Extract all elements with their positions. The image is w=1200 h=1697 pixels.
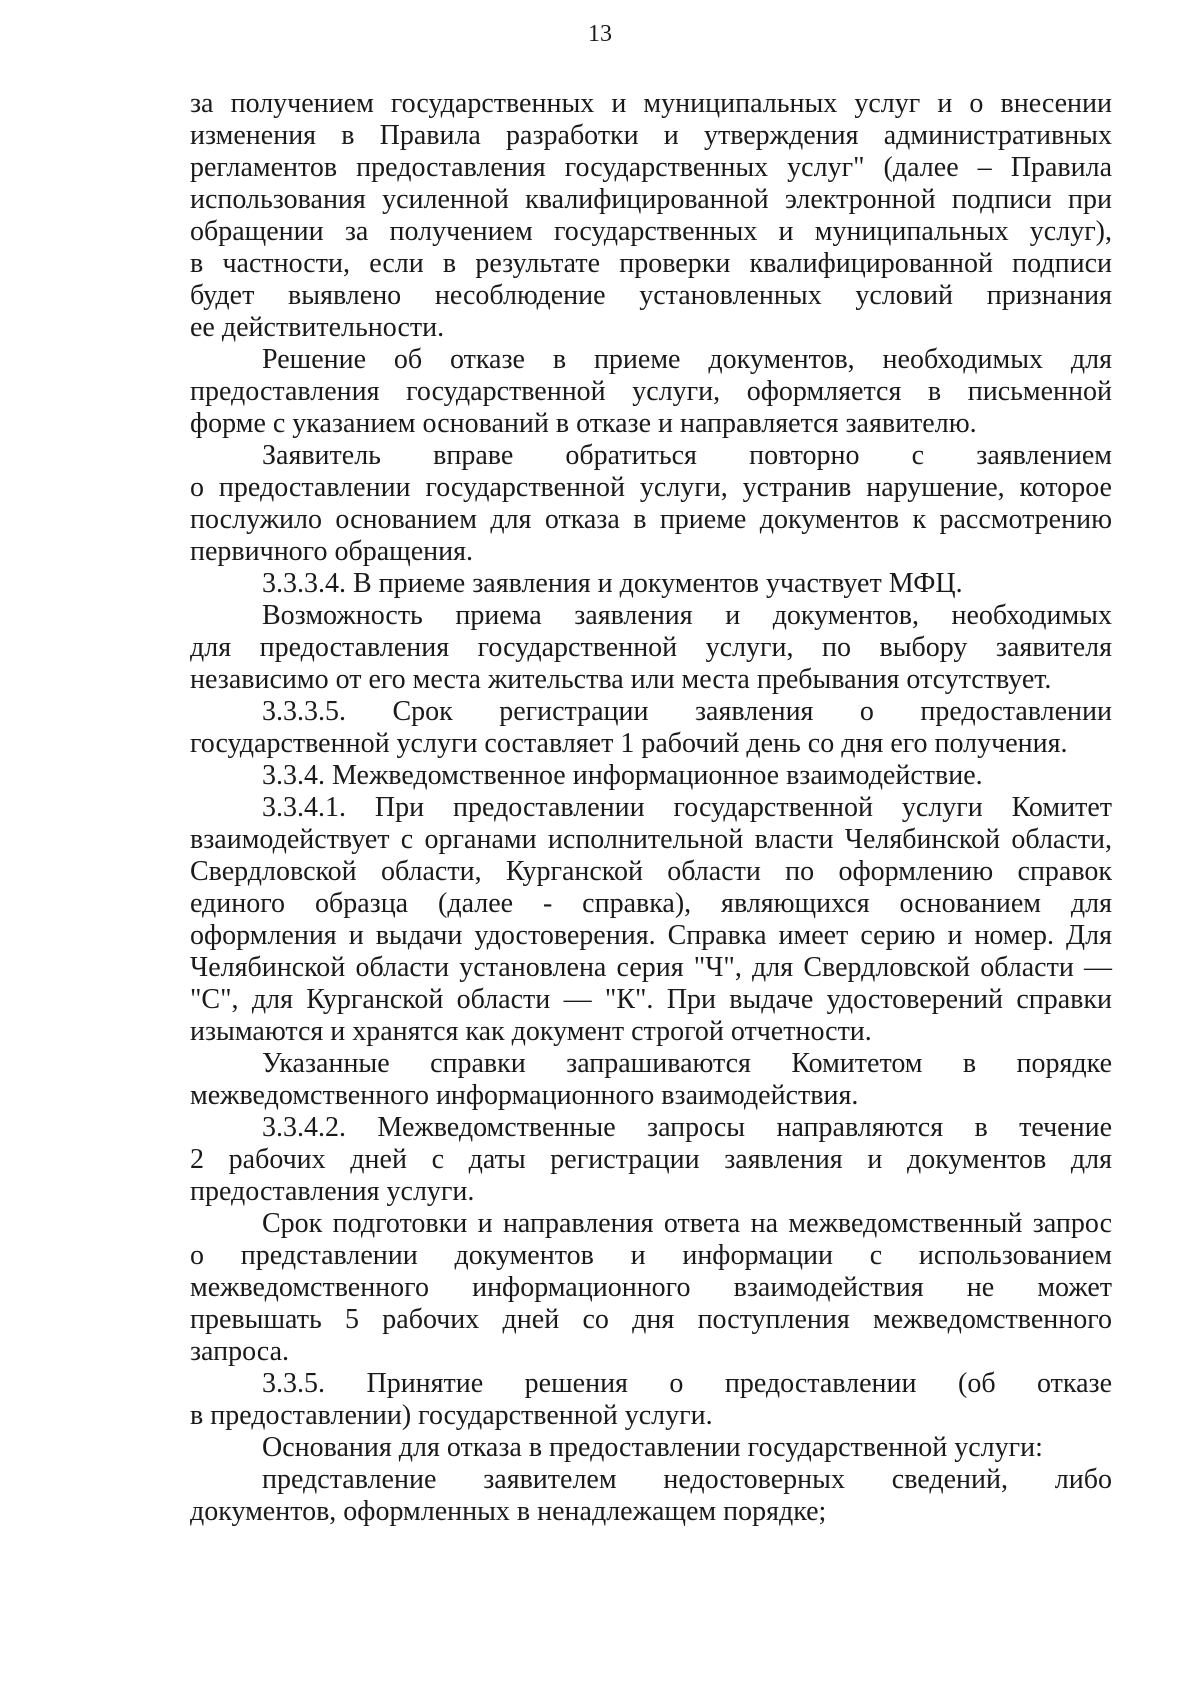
text-line: документов, оформленных в ненадлежащем порядке; (190, 1496, 827, 1527)
text-line: 3.3.4.1. При предоставлении государственной услуги Комитет (262, 792, 1112, 823)
text-line: оформления и выдачи удостоверения. Справка имеет серию и номер. Для (190, 920, 1112, 951)
text-line: 3.3.3.5. Срок регистрации заявления о предоставлении (262, 696, 1112, 727)
text-line: 3.3.3.4. В приеме заявления и документов участвует МФЦ. (262, 568, 963, 599)
text-line: предоставления услуги. (190, 1176, 475, 1207)
paragraph (190, 760, 1112, 792)
text-line: превышать 5 рабочих дней со дня поступления межведомственного (190, 1304, 1112, 1335)
text-line: запроса. (190, 1336, 289, 1367)
text-line: Челябинской области установлена серия "Ч", для Свердловской области — (190, 952, 1112, 983)
text-line: для предоставления государственной услуги, по выбору заявителя (190, 632, 1112, 663)
text-line: Срок подготовки и направления ответа на межведомственный запрос (262, 1208, 1112, 1239)
text-line: послужило основанием для отказа в приеме документов к рассмотрению (190, 504, 1112, 535)
text-line: использования усиленной квалифицированной электронной подписи при (190, 184, 1112, 215)
text-line: "С", для Курганской области — "К". При выдаче удостоверений справки (190, 984, 1112, 1015)
paragraph (190, 568, 1112, 600)
paragraph (190, 88, 1112, 344)
text-line: независимо от его места жительства или места пребывания отсутствует. (190, 664, 1052, 695)
paragraph (190, 344, 1112, 440)
text-line: в частности, если в результате проверки квалифицированной подписи (190, 248, 1112, 279)
text-line: первичного обращения. (190, 536, 473, 567)
text-line: государственной услуги составляет 1 рабочий день со дня его получения. (190, 728, 1068, 759)
paragraph (190, 792, 1112, 1048)
text-line: форме с указанием оснований в отказе и направляется заявителю. (190, 408, 977, 439)
paragraph (190, 1464, 1112, 1528)
paragraph (190, 440, 1112, 568)
page-number: 13 (588, 21, 612, 47)
text-line: 3.3.5. Принятие решения о предоставлении (об отказе (262, 1368, 1112, 1399)
paragraph (190, 696, 1112, 760)
text-line: Свердловской области, Курганской области по оформлению справок (190, 856, 1112, 887)
text-line: обращении за получением государственных и муниципальных услуг), (190, 216, 1112, 247)
text-line: изымаются и хранятся как документ строгой отчетности. (190, 1016, 872, 1047)
paragraph (190, 1112, 1112, 1208)
text-line: предоставления государственной услуги, оформляется в письменной (190, 376, 1112, 407)
paragraph (190, 1048, 1112, 1112)
text-line: 3.3.4.2. Межведомственные запросы направляются в течение (262, 1112, 1112, 1143)
paragraph (190, 1208, 1112, 1368)
text-line: Указанные справки запрашиваются Комитетом в порядке (262, 1048, 1112, 1079)
text-line: Заявитель вправе обратиться повторно с заявлением (262, 440, 1112, 471)
document-body (190, 88, 1112, 1528)
text-line: Решение об отказе в приеме документов, необходимых для (262, 344, 1112, 375)
text-line: представление заявителем недостоверных сведений, либо (262, 1464, 1112, 1495)
text-line: в предоставлении) государственной услуги. (190, 1400, 713, 1431)
text-line: о представлении документов и информации с использованием (190, 1240, 1112, 1271)
text-line: изменения в Правила разработки и утверждения административных (190, 120, 1112, 151)
text-line: о предоставлении государственной услуги, устранив нарушение, которое (190, 472, 1112, 503)
text-line: за получением государственных и муниципальных услуг и о внесении (190, 88, 1112, 119)
text-line: взаимодействует с органами исполнительной власти Челябинской области, (190, 824, 1112, 855)
paragraph (190, 1368, 1112, 1432)
text-line: единого образца (далее - справка), являющихся основанием для (190, 888, 1112, 919)
text-line: межведомственного информационного взаимодействия. (190, 1080, 859, 1111)
text-line: Возможность приема заявления и документов, необходимых (262, 600, 1112, 631)
text-line: будет выявлено несоблюдение установленных условий признания (190, 280, 1112, 311)
text-line: Основания для отказа в предоставлении государственной услуги: (262, 1432, 1043, 1463)
text-line: 2 рабочих дней с даты регистрации заявления и документов для (190, 1144, 1112, 1175)
text-line: ее действительности. (190, 312, 445, 343)
text-line: 3.3.4. Межведомственное информационное взаимодействие. (262, 760, 983, 791)
paragraph (190, 1432, 1112, 1464)
paragraph (190, 600, 1112, 696)
text-line: регламентов предоставления государственных услуг" (далее – Правила (190, 152, 1112, 183)
text-line: межведомственного информационного взаимодействия не может (190, 1272, 1112, 1303)
